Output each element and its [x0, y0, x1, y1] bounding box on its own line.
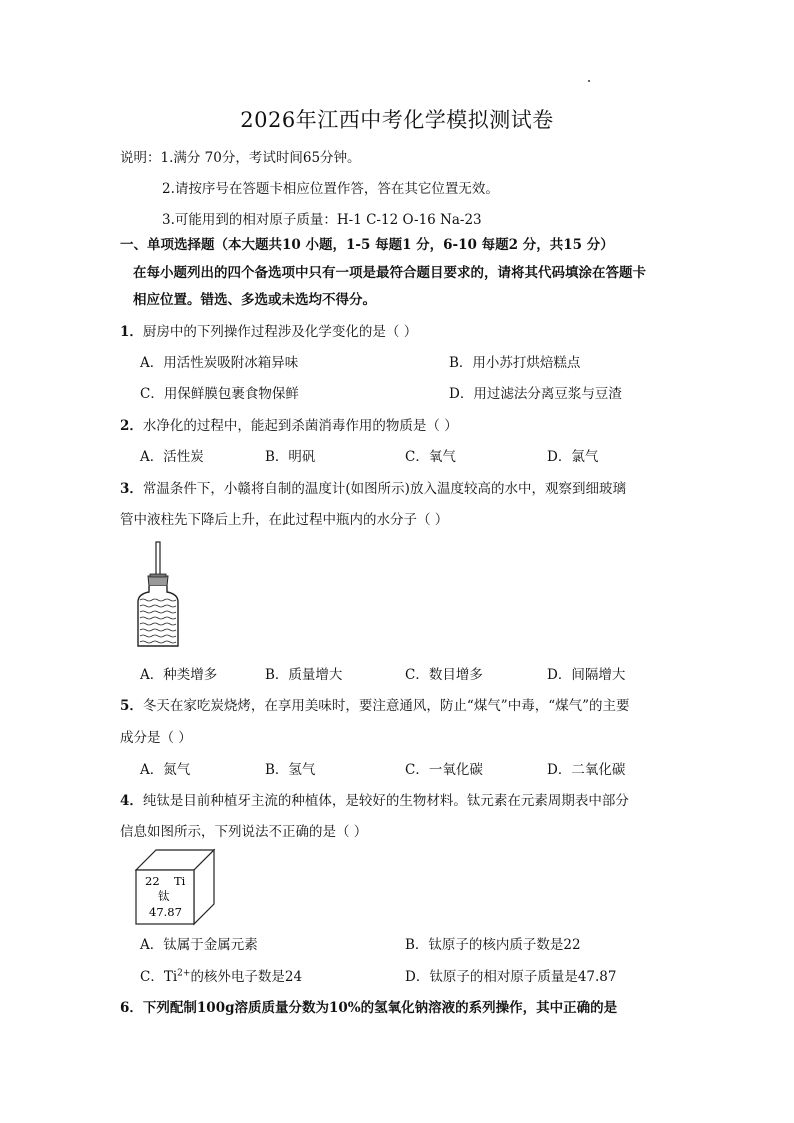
question-5: [120, 694, 630, 714]
question-number: 3．: [120, 481, 143, 497]
question-6: [120, 996, 617, 1016]
question-text: 厨房中的下列操作过程涉及化学变化的是（ ）: [142, 324, 418, 340]
q2-option-a[interactable]: A．活性炭: [140, 449, 204, 465]
question-2: [120, 414, 458, 434]
q4-option-c[interactable]: [140, 965, 302, 985]
notes-line-1: [120, 146, 361, 166]
page-title: 2026年江西中考化学模拟测试卷: [240, 108, 554, 132]
question-4-line-2: 信息如图所示，下列说法不正确的是（ ）: [120, 824, 368, 840]
question-1: [120, 320, 417, 340]
question-number: 4．: [120, 793, 143, 809]
question-3-line-2: 管中液柱先下降后上升，在此过程中瓶内的水分子（ ）: [120, 512, 449, 528]
q5-option-b[interactable]: B．氢气: [265, 762, 316, 778]
q3-option-d[interactable]: D．间隔增大: [547, 667, 626, 683]
q5-option-c[interactable]: C．一氧化碳: [405, 762, 483, 778]
q4-option-d[interactable]: D．钛原子的相对原子质量是47.87: [405, 969, 617, 985]
question-text-line-1: 冬天在家吃炭烧烤，在享用美味时，要注意通风，防止“煤气”中毒，“煤气”的主要: [142, 698, 630, 714]
q4-option-c-prefix: C．Ti: [140, 969, 178, 985]
q4-option-b[interactable]: B．钛原子的核内质子数是22: [405, 937, 581, 953]
element-atomic-mass: 47.87: [149, 905, 182, 919]
q4-option-c-charge: 2+: [177, 968, 191, 979]
q1-option-c[interactable]: C．用保鲜膜包裹食物保鲜: [140, 386, 299, 402]
question-text-line-1: 纯钛是目前种植牙主流的种植体，是较好的生物材料。钛元素在元素周期表中部分: [142, 793, 629, 809]
q2-option-c[interactable]: C．氧气: [405, 449, 456, 465]
question-number: 1．: [120, 324, 143, 340]
q1-option-d[interactable]: D．用过滤法分离豆浆与豆渣: [449, 386, 622, 402]
q3-option-b[interactable]: B．质量增大: [265, 667, 343, 683]
section-instruction-2: 相应位置。错选、多选或未选均不得分。: [133, 292, 376, 308]
element-name: 钛: [158, 889, 170, 903]
scan-dot: [588, 80, 590, 82]
note-3: 3.可能用到的相对原子质量：H-1 C-12 O-16 Na-23: [162, 212, 482, 228]
note-2: 2.请按序号在答题卡相应位置作答，答在其它位置无效。: [162, 181, 499, 197]
note-1: 1.满分 70分，考试时间65分钟。: [160, 150, 361, 166]
question-text-line-1: 常温条件下，小赣将自制的温度计(如图所示)放入温度较高的水中，观察到细玻璃: [142, 481, 626, 497]
q1-option-a[interactable]: A．用活性炭吸附冰箱异味: [140, 355, 299, 371]
question-number: 2．: [120, 418, 143, 434]
q2-option-b[interactable]: B．明矾: [265, 449, 316, 465]
element-cell-figure: [134, 848, 218, 926]
thermometer-bottle-figure: [130, 538, 190, 650]
element-atomic-number: 22: [145, 874, 160, 888]
notes-label: 说明：: [120, 150, 161, 166]
q4-option-a[interactable]: A．钛属于金属元素: [140, 937, 258, 953]
section-heading: 一、单项选择题（本大题共10 小题，1-5 每题1 分，6-10 每题2 分，共15 分）: [120, 237, 614, 253]
q1-option-b[interactable]: B．用小苏打烘焙糕点: [449, 355, 581, 371]
question-5-line-2: 成分是（ ）: [120, 730, 192, 746]
element-symbol: Ti: [174, 874, 186, 888]
question-text: 下列配制100g溶质质量分数为10%的氢氧化钠溶液的系列操作，其中正确的是: [142, 1000, 618, 1016]
q2-option-d[interactable]: D．氯气: [547, 449, 599, 465]
question-number: 6．: [120, 1000, 143, 1016]
q3-option-c[interactable]: C．数目增多: [405, 667, 483, 683]
q3-option-a[interactable]: A．种类增多: [140, 667, 218, 683]
q4-option-c-suffix: 的核外电子数是24: [190, 969, 303, 985]
question-number: 5．: [120, 698, 143, 714]
q5-option-d[interactable]: D．二氧化碳: [547, 762, 626, 778]
question-text: 水净化的过程中，能起到杀菌消毒作用的物质是（ ）: [142, 418, 458, 434]
question-4: [120, 789, 629, 809]
section-instruction-1: 在每小题列出的四个备选项中只有一项是最符合题目要求的，请将其代码填涂在答题卡: [133, 265, 646, 281]
question-3: [120, 477, 626, 497]
q5-option-a[interactable]: A．氮气: [140, 762, 191, 778]
